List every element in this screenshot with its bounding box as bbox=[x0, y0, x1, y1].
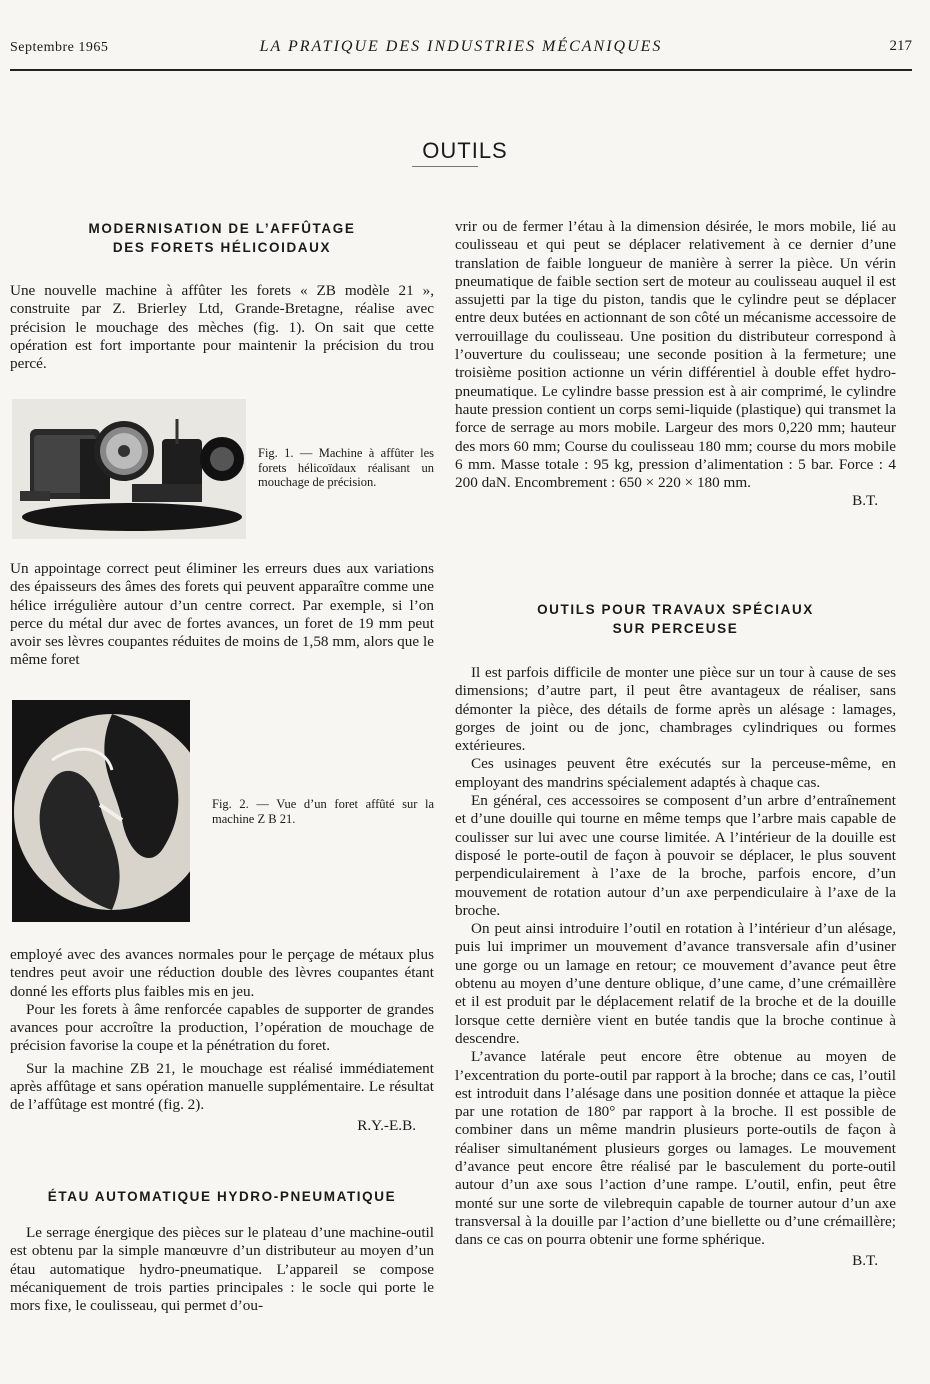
article1-signature: R.Y.-E.B. bbox=[357, 1116, 416, 1134]
article2-title: ÉTAU AUTOMATIQUE HYDRO-PNEUMATIQUE bbox=[47, 1189, 397, 1204]
section-underline bbox=[412, 166, 478, 167]
article2-signature: B.T. bbox=[852, 492, 878, 510]
article3-paragraph: On peut ainsi introduire l’outil en rotation à l’intérieur d’un alésage, puis lui imprimer un mouvement d’avance transversale afin d’usiner une gorge ou un lamage en retour; ce mouvement d’avance peut être obtenu au moyen d’une denture oblique, d’une came, d’une crémaillère et il est produit par le déplacement relatif de la broche et de la douille lorsque cette dernière vient en butée tandis que la broche continue à descendre. bbox=[455, 920, 896, 1047]
article2-continuation bbox=[455, 218, 896, 511]
sharpened-drill-photo bbox=[12, 700, 190, 922]
article1-paragraph: Sur la machine ZB 21, le mouchage est réalisé immédiatement après affûtage et sans opération manuelle supplémentaire. Le résultat de l’affûtage est montré (fig. 2). bbox=[10, 1059, 434, 1114]
article1-paragraph: employé avec des avances normales pour le perçage de métaux plus tendres peut avoir une réduction double des lèvres coupantes étant donné les efforts plus faibles mis en jeu. bbox=[10, 946, 434, 1000]
article3-paragraph: Il est parfois difficile de monter une pièce sur un tour à cause de ses dimensions; d’autre part, il peut être avantageux de réaliser, sans démonter la pièce, des détails de forme après un alésage : lamages, gorges de joint ou de jonc, chambrages cylindriques ou formes extérieures. bbox=[455, 664, 896, 755]
figure-2-caption: Fig. 2. — Vue d’un foret affûté sur la machine Z B 21. bbox=[212, 797, 434, 826]
article3-paragraph: Ces usinages peuvent être exécutés sur la perceuse-même, en employant des mandrins spécialement adaptés à chaque cas. bbox=[455, 755, 896, 791]
article1-body-2 bbox=[10, 946, 434, 1135]
article3-title: OUTILS POUR TRAVAUX SPÉCIAUX SUR PERCEUSE bbox=[537, 602, 814, 636]
article1-paragraph: Pour les forets à âme renforcée capables de supporter de grandes avances pour accroître la production, l’opération de mouchage de précision favorise la coupe et la pénétration du foret. bbox=[10, 1000, 434, 1055]
page-header bbox=[10, 36, 912, 72]
article3 bbox=[455, 600, 896, 1270]
article3-signature: B.T. bbox=[852, 1251, 878, 1269]
page-number: 217 bbox=[889, 38, 912, 54]
article1-paragraph: Un appointage correct peut éliminer les erreurs dues aux variations des épaisseurs des âmes des forets qui peuvent apparaître comme une hélice irrégulière autour d’un centre correct. Par exemple, si l’on perce du métal dur avec de fortes avances, un foret de 19 mm peut avoir ses lèvres coupantes réduites de moins de 1,58 mm, alors que le même foret bbox=[10, 560, 434, 669]
article3-paragraph: L’avance latérale peut encore être obtenue au moyen de l’excentration du porte-outil par rapport à la broche; dans ce cas, l’outil est introduit dans l’alésage dans une position donnée et attaque la pièce par une rotation de 180° par rapport à la broche. Il est possible de combiner dans un même mandrin plusieurs porte-outils de façon à réaliser simultanément plusieurs gorges ou lamages. Le mouvement d’avance peut encore être réalisé par le basculement du porte-outil autour d’un axe sous l’action d’une rampe. L’outil, enfin, peut être monté sur une sorte de vilebrequin capable de tourner autour d’un axe transversal à la douille par l’action d’une biellette ou d’une crémaillère; dans ce cas on pourra obtenir une forme sphérique. bbox=[455, 1048, 896, 1249]
issue-date: Septembre 1965 bbox=[10, 40, 109, 55]
figure-1-caption: Fig. 1. — Machine à affûter les forets hélicoïdaux réalisant un mouchage de précision. bbox=[258, 446, 434, 489]
article1-paragraph: Une nouvelle machine à affûter les forets « ZB modèle 21 », construite par Z. Brierley Ltd, Grande-Bretagne, réalise avec précision le mouchage des mèches (fig. 1). On sait que cette opération est fort importante pour maintenir la précision du trou percé. bbox=[10, 282, 434, 373]
article2-paragraph: vrir ou de fermer l’étau à la dimension désirée, le mors mobile, lié au coulisseau et qui peut se déplacer relativement à ce dernier d’une translation de faible longueur de manière à serrer la pièce. Un vérin pneumatique de faible section sert de moteur au coulisseau auquel il est assujetti par la tige du piston, tandis que le cylindre peut se déplacer entre deux butées en actionnant de son côté un mécanisme accessoire de verrouillage du coulisseau. Une position du distributeur correspond à l’ouverture du coulisseau; une seconde position à la fermeture; une troisième position actionne un vérin différentiel à double effet hydro-pneumatique. Le cylindre basse pression est à air comprimé, le cylindre haute pression contient un corps semi-liquide (plastique) qui transmet la force de serrage au mors mobile. Largeur des mors 0,220 mm; hauteur des mors 60 mm; Course du coulisseau 180 mm; course du mors mobile 6 mm. Masse totale : 95 kg, pression d’alimentation : 5 bar. Force : 4 200 daN. Encombrement : 650 × 220 × 180 mm. bbox=[455, 218, 896, 492]
article1-title: MODERNISATION DE L’AFFÛTAGE DES FORETS HÉLICOIDAUX bbox=[88, 221, 356, 255]
article2-paragraph: Le serrage énergique des pièces sur le plateau d’une machine-outil est obtenu par la simple manœuvre d’un distributeur au moyen d’un étau automatique hydro-pneumatique. L’appareil se compose mécaniquement de trois parties principales : le socle qui porte le mors fixe, le coulisseau, qui permet d’ou- bbox=[10, 1224, 434, 1315]
drill-grinding-machine-photo bbox=[12, 399, 246, 539]
section-title: OUTILS bbox=[422, 138, 508, 163]
article1-body-1 bbox=[10, 560, 434, 670]
header-rule bbox=[10, 69, 912, 71]
journal-title: LA PRATIQUE DES INDUSTRIES MÉCANIQUES bbox=[259, 38, 663, 55]
article3-paragraph: En général, ces accessoires se composent d’un arbre d’entraînement et d’une douille qui tourne en même temps que l’arbre mais capable de coulisser sur lui avec une course limitée. A l’intérieur de la douille est disposé le porte-outil de façon à pouvoir se déplacer, le plus souvent perpendiculairement à l’axe de la broche, parfois encore, d’un mouvement de rotation autour d’un axe perpendiculaire à l’axe de la broche. bbox=[455, 792, 896, 919]
article2-start bbox=[10, 1187, 434, 1315]
article1-intro bbox=[10, 219, 434, 373]
